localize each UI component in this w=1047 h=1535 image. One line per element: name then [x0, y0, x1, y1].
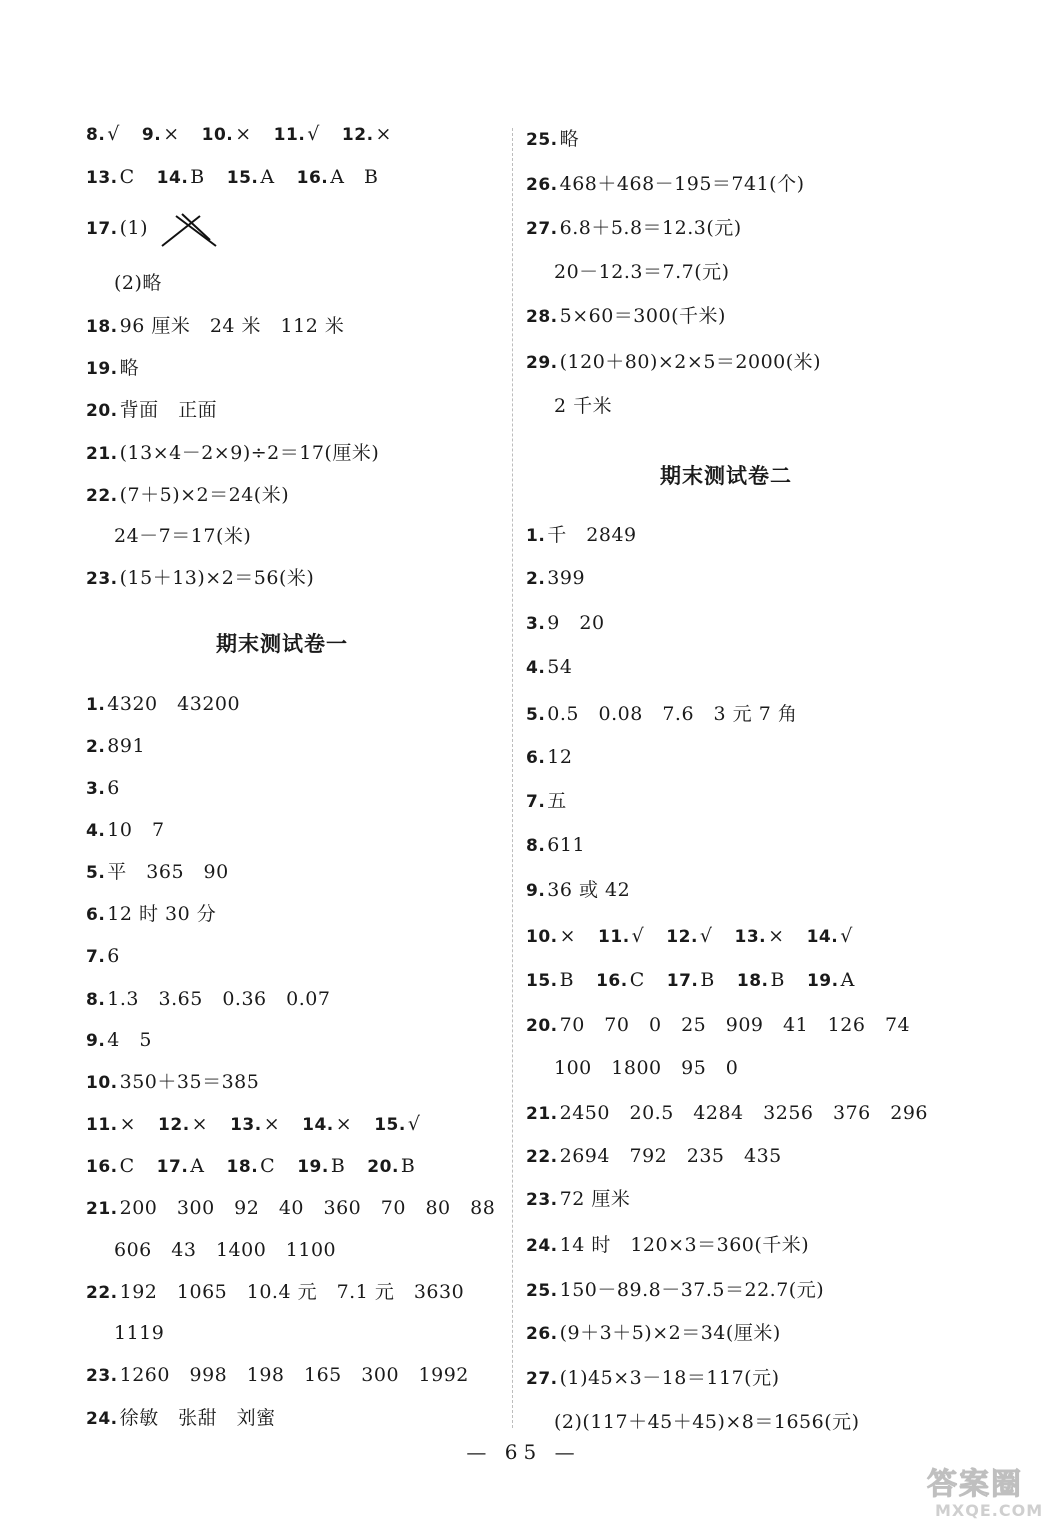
question-number: 4. [526, 658, 546, 678]
answer-text: √ [840, 925, 853, 947]
answer-text: 背面 正面 [119, 399, 218, 421]
question-number: 14. [156, 168, 189, 188]
question-number: 23. [86, 1366, 118, 1386]
answer-text: × [235, 123, 252, 145]
answer-item [227, 166, 275, 188]
question-number: 15. [226, 168, 259, 188]
answer-line [86, 566, 314, 591]
answer-item [114, 272, 162, 294]
answer-text: 略 [119, 357, 140, 379]
question-number: 6. [526, 748, 546, 768]
question-number: 13. [734, 927, 767, 947]
answer-text: 611 [547, 834, 586, 856]
question-number: 19. [806, 971, 839, 991]
question-number: 13. [230, 1115, 262, 1135]
answer-text: 12 [547, 746, 573, 768]
answer-line [526, 1101, 928, 1126]
answer-line [86, 1196, 495, 1221]
question-number: 20. [367, 1157, 399, 1177]
answer-text: 五 [547, 790, 567, 812]
question-number: 21. [86, 1199, 118, 1219]
answer-line [526, 1187, 630, 1212]
answer-item [526, 790, 567, 812]
question-number: 8. [526, 836, 546, 856]
question-number: 25. [526, 1281, 558, 1301]
answer-item [86, 567, 314, 589]
answer-text: √ [407, 1113, 421, 1135]
answer-line [86, 314, 344, 339]
answer-text: × [335, 1113, 353, 1135]
answer-text: 399 [547, 567, 586, 589]
answer-text: B [400, 1155, 416, 1177]
answer-line [526, 833, 585, 858]
answer-text: A B [330, 166, 379, 188]
answer-text: 1119 [114, 1322, 165, 1344]
question-number: 9. [526, 881, 546, 901]
question-number: 16. [596, 971, 628, 991]
answer-text: √ [307, 123, 320, 145]
answer-text: × [375, 123, 392, 145]
answer-text: A [190, 1155, 205, 1177]
answer-line [526, 611, 605, 636]
answer-text: (120＋80)×2×5＝2000(米) [559, 351, 822, 373]
answer-item [158, 1113, 208, 1135]
answer-text: (2)略 [114, 272, 162, 294]
answer-text: × [768, 925, 785, 947]
answer-text: (13×4－2×9)÷2＝17(厘米) [119, 442, 380, 464]
question-number: 11. [273, 125, 306, 145]
answer-item [157, 166, 205, 188]
answer-line [86, 441, 379, 466]
answer-line [526, 1278, 824, 1303]
section-heading: 期末测试卷一 [216, 632, 348, 656]
question-number: 12. [158, 1115, 190, 1135]
answer-item [735, 925, 785, 947]
answer-item [666, 925, 712, 947]
answer-line [86, 987, 330, 1012]
question-number: 28. [526, 307, 558, 327]
question-number: 10. [86, 1073, 118, 1093]
answer-line [86, 1070, 259, 1095]
answer-item [86, 166, 135, 188]
question-number: 26. [526, 175, 558, 195]
question-number: 1. [86, 695, 106, 715]
answer-item [526, 612, 605, 634]
question-number: 1. [526, 526, 546, 546]
answer-item [86, 1281, 464, 1303]
answer-line [86, 818, 165, 843]
answer-item [554, 261, 730, 283]
question-number: 9. [86, 1031, 106, 1051]
question-number: 16. [296, 168, 329, 188]
answer-line [526, 216, 742, 241]
answer-line [86, 1406, 276, 1431]
answer-item [526, 1145, 782, 1167]
question-number: 10. [201, 125, 234, 145]
answer-line [86, 1028, 152, 1053]
question-number: 2. [86, 737, 106, 757]
question-number: 17. [86, 219, 118, 239]
question-number: 11. [86, 1115, 118, 1135]
question-number: 20. [86, 401, 118, 421]
answer-text: B [559, 969, 575, 991]
answer-line [86, 692, 240, 717]
answer-line [114, 271, 162, 295]
answer-item [526, 879, 630, 901]
answer-line [526, 745, 572, 770]
answer-item [554, 395, 612, 417]
answer-text: 5×60＝300(千米) [559, 305, 726, 327]
answer-line [526, 566, 585, 591]
answer-text: 192 1065 10.4 元 7.1 元 3630 [119, 1281, 465, 1303]
answer-text: 100 1800 95 0 [554, 1057, 739, 1079]
answer-line [526, 350, 821, 375]
question-number: 12. [341, 125, 374, 145]
question-number: 29. [526, 353, 558, 373]
answer-item [86, 693, 240, 715]
answer-text: C [119, 166, 135, 188]
answer-text: 24－7＝17(米) [114, 525, 252, 547]
answer-text: 36 或 42 [547, 879, 631, 901]
question-number: 8. [86, 990, 106, 1010]
answer-item [86, 945, 120, 967]
answer-line [526, 702, 797, 727]
answer-item [297, 1155, 345, 1177]
answer-text: A [260, 166, 275, 188]
answer-item [274, 123, 320, 145]
answer-text: 2694 792 235 435 [559, 1145, 782, 1167]
question-number: 5. [86, 863, 106, 883]
answer-line [86, 216, 148, 241]
answer-line [86, 1363, 469, 1388]
answer-line [526, 172, 805, 197]
answer-item [342, 123, 392, 145]
question-number: 21. [526, 1104, 558, 1124]
answer-line [526, 968, 855, 993]
answer-item [114, 1239, 336, 1261]
answer-item [86, 1364, 469, 1386]
question-number: 22. [526, 1147, 558, 1167]
question-number: 14. [806, 927, 839, 947]
answer-line [526, 1366, 780, 1391]
column-divider [512, 128, 513, 1428]
question-number: 3. [526, 614, 546, 634]
question-number: 2. [526, 569, 546, 589]
answer-item [374, 1113, 420, 1135]
answer-line [526, 127, 579, 152]
watermark-logo [927, 1457, 1044, 1527]
question-number: 19. [297, 1157, 329, 1177]
answer-text: B [190, 166, 205, 188]
answer-item [526, 656, 572, 678]
question-number: 14. [302, 1115, 334, 1135]
answer-item [598, 925, 644, 947]
answer-text: 12 时 30 分 [107, 903, 217, 925]
watermark-en: MXQE.COM [935, 1501, 1044, 1520]
answer-text: 略 [559, 128, 580, 150]
answer-item [526, 524, 637, 546]
answer-item [230, 1113, 280, 1135]
question-number: 11. [598, 927, 630, 947]
question-number: 18. [86, 317, 118, 337]
answer-text: × [263, 1113, 281, 1135]
question-number: 4. [86, 821, 106, 841]
answer-text: (7＋5)×2＝24(米) [119, 484, 290, 506]
answer-line [526, 1321, 781, 1346]
answer-item [554, 1057, 738, 1079]
answer-item [297, 166, 379, 188]
question-number: 5. [526, 705, 546, 725]
question-number: 23. [86, 569, 118, 589]
answer-item [526, 567, 585, 589]
answer-line [86, 165, 378, 190]
answer-line [526, 523, 637, 548]
answer-text: B [330, 1155, 346, 1177]
answer-text: 千 2849 [547, 524, 637, 546]
answer-item [86, 1407, 276, 1429]
answer-item [157, 1155, 205, 1177]
answer-text: 200 300 92 40 360 70 80 88 [119, 1197, 496, 1219]
question-number: 18. [736, 971, 769, 991]
answer-text: 350＋35＝385 [119, 1071, 260, 1093]
answer-item [526, 351, 821, 373]
answer-item [526, 1102, 928, 1124]
answer-item [526, 746, 572, 768]
answer-line [526, 878, 630, 903]
watermark-cn: 答案圈 [927, 1467, 1023, 1502]
answer-text: C [260, 1155, 276, 1177]
question-number: 9. [141, 125, 162, 145]
question-number: 12. [666, 927, 698, 947]
answer-line [554, 260, 730, 284]
answer-item [86, 1197, 495, 1219]
answer-text: × [559, 925, 577, 947]
answer-item [526, 1279, 824, 1301]
question-number: 19. [86, 359, 118, 379]
answer-text: 606 43 1400 1100 [114, 1239, 337, 1261]
answer-text: 徐敏 张甜 刘蜜 [119, 1407, 276, 1429]
answer-item [667, 969, 715, 991]
answer-text: 54 [547, 656, 573, 678]
answer-text: 468＋468－195＝741(个) [559, 173, 805, 195]
answer-item [86, 399, 217, 421]
answer-item [86, 123, 120, 145]
question-number: 20. [526, 1016, 558, 1036]
answer-item [86, 1113, 136, 1135]
answer-line [526, 789, 567, 814]
answer-text: 0.5 0.08 7.6 3 元 7 角 [547, 703, 798, 725]
question-number: 27. [526, 1369, 558, 1389]
answer-item [114, 1322, 164, 1344]
answer-line [526, 655, 572, 680]
answer-line [526, 1013, 910, 1038]
answer-item [554, 1411, 860, 1433]
answer-text: 6 [107, 777, 120, 799]
answer-line [86, 398, 217, 423]
question-number: 25. [526, 130, 558, 150]
answer-text: 96 厘米 24 米 112 米 [119, 315, 345, 337]
answer-item [86, 777, 120, 799]
section-heading: 期末测试卷二 [660, 464, 792, 488]
answer-text: (9＋3＋5)×2＝34(厘米) [559, 1322, 781, 1344]
question-number: 3. [86, 779, 106, 799]
answer-text: A [840, 969, 855, 991]
answer-text: √ [107, 123, 120, 145]
answer-item [526, 1188, 630, 1210]
answer-line [86, 944, 120, 969]
question-number: 22. [86, 486, 118, 506]
answer-text: × [119, 1113, 137, 1135]
answer-text: √ [699, 925, 713, 947]
answer-text: 1260 998 198 165 300 1992 [119, 1364, 469, 1386]
answer-line [86, 483, 289, 508]
question-number: 17. [666, 971, 699, 991]
answer-line [86, 902, 216, 927]
answer-item [86, 861, 229, 883]
answer-line [526, 1144, 782, 1169]
question-number: 15. [374, 1115, 406, 1135]
answer-item [86, 442, 379, 464]
answer-item [526, 128, 579, 150]
answer-item [526, 834, 585, 856]
answer-line [554, 394, 612, 418]
answer-item [86, 1029, 152, 1051]
answer-item [86, 357, 139, 379]
answer-text: 9 20 [547, 612, 605, 634]
question-number: 23. [526, 1190, 558, 1210]
question-number: 6. [86, 905, 106, 925]
answer-item [526, 969, 574, 991]
answer-text: × [163, 123, 180, 145]
answer-text: 70 70 0 25 909 41 126 74 [559, 1014, 911, 1036]
answer-text: 891 [107, 735, 146, 757]
question-number: 24. [526, 1236, 558, 1256]
answer-text: (15＋13)×2＝56(米) [119, 567, 315, 589]
question-number: 18. [226, 1157, 259, 1177]
answer-line [526, 304, 726, 329]
answer-text: 72 厘米 [559, 1188, 631, 1210]
answer-line [86, 1280, 464, 1305]
question-number: 13. [86, 168, 118, 188]
answer-item [526, 217, 742, 239]
answer-text: C [119, 1155, 135, 1177]
answer-item [737, 969, 785, 991]
answer-text: 2 千米 [554, 395, 613, 417]
answer-item [367, 1155, 415, 1177]
answer-line [554, 1056, 738, 1080]
answer-line [114, 1321, 164, 1345]
question-number: 7. [86, 947, 106, 967]
question-number: 16. [86, 1157, 118, 1177]
answer-item [86, 819, 165, 841]
answer-text: (2)(117＋45＋45)×8＝1656(元) [554, 1411, 860, 1433]
answer-item [86, 903, 216, 925]
question-number: 17. [156, 1157, 189, 1177]
answer-line [526, 1233, 809, 1258]
answer-text: 平 365 90 [107, 861, 229, 883]
answer-text: 150－89.8－37.5＝22.7(元) [559, 1279, 825, 1301]
question-number: 8. [86, 125, 106, 145]
answer-text: B [700, 969, 715, 991]
answer-text: B [770, 969, 785, 991]
answer-text: 14 时 120×3＝360(千米) [559, 1234, 810, 1256]
answer-item [227, 1155, 276, 1177]
answer-line [86, 1154, 415, 1179]
answer-line [114, 1238, 336, 1262]
answer-line [114, 524, 251, 548]
answer-item [202, 123, 252, 145]
answer-text: 4 5 [107, 1029, 152, 1051]
question-number: 10. [526, 927, 558, 947]
answer-line [86, 776, 120, 801]
answer-item [526, 925, 576, 947]
answer-item [526, 1322, 781, 1344]
answer-line [86, 1112, 420, 1137]
answer-item [86, 1155, 135, 1177]
matching-lines-drawing [160, 210, 220, 250]
question-number: 26. [526, 1324, 558, 1344]
answer-item [526, 1234, 809, 1256]
answer-line [86, 356, 139, 381]
answer-text: 4320 43200 [107, 693, 241, 715]
answer-line [86, 734, 145, 759]
question-number: 21. [86, 444, 118, 464]
answer-item [526, 703, 797, 725]
question-number: 22. [86, 1283, 118, 1303]
question-number: 15. [526, 971, 558, 991]
answer-item [302, 1113, 352, 1135]
answer-text: 6 [107, 945, 120, 967]
answer-text: 10 7 [107, 819, 165, 841]
answer-text: × [191, 1113, 209, 1135]
answer-item [807, 925, 853, 947]
answer-item [86, 988, 330, 1010]
answer-item [807, 969, 855, 991]
answer-text: C [629, 969, 645, 991]
answer-item [526, 1367, 780, 1389]
answer-line [526, 924, 853, 949]
answer-text: 1.3 3.65 0.36 0.07 [107, 988, 331, 1010]
question-number: 27. [526, 219, 558, 239]
question-number: 24. [86, 1409, 118, 1429]
answer-text: 6.8＋5.8＝12.3(元) [559, 217, 742, 239]
answer-item [526, 1014, 910, 1036]
answer-item [86, 315, 344, 337]
answer-text: √ [631, 925, 645, 947]
answer-line [86, 122, 392, 147]
answer-text: 2450 20.5 4284 3256 376 296 [559, 1102, 929, 1124]
answer-text: (1)45×3－18＝117(元) [559, 1367, 780, 1389]
page-number: — 65 — [466, 1440, 581, 1464]
answer-item [526, 305, 726, 327]
answer-item [86, 484, 289, 506]
answer-item [86, 735, 145, 757]
answer-item [114, 525, 251, 547]
answer-item [86, 217, 148, 239]
question-number: 7. [526, 792, 546, 812]
answer-text: (1) [119, 217, 149, 239]
answer-line [554, 1410, 860, 1434]
answer-item [596, 969, 645, 991]
answer-item [526, 173, 805, 195]
answer-line [86, 860, 229, 885]
answer-text: 20－12.3＝7.7(元) [554, 261, 730, 283]
answer-item [86, 1071, 259, 1093]
answer-item [142, 123, 180, 145]
